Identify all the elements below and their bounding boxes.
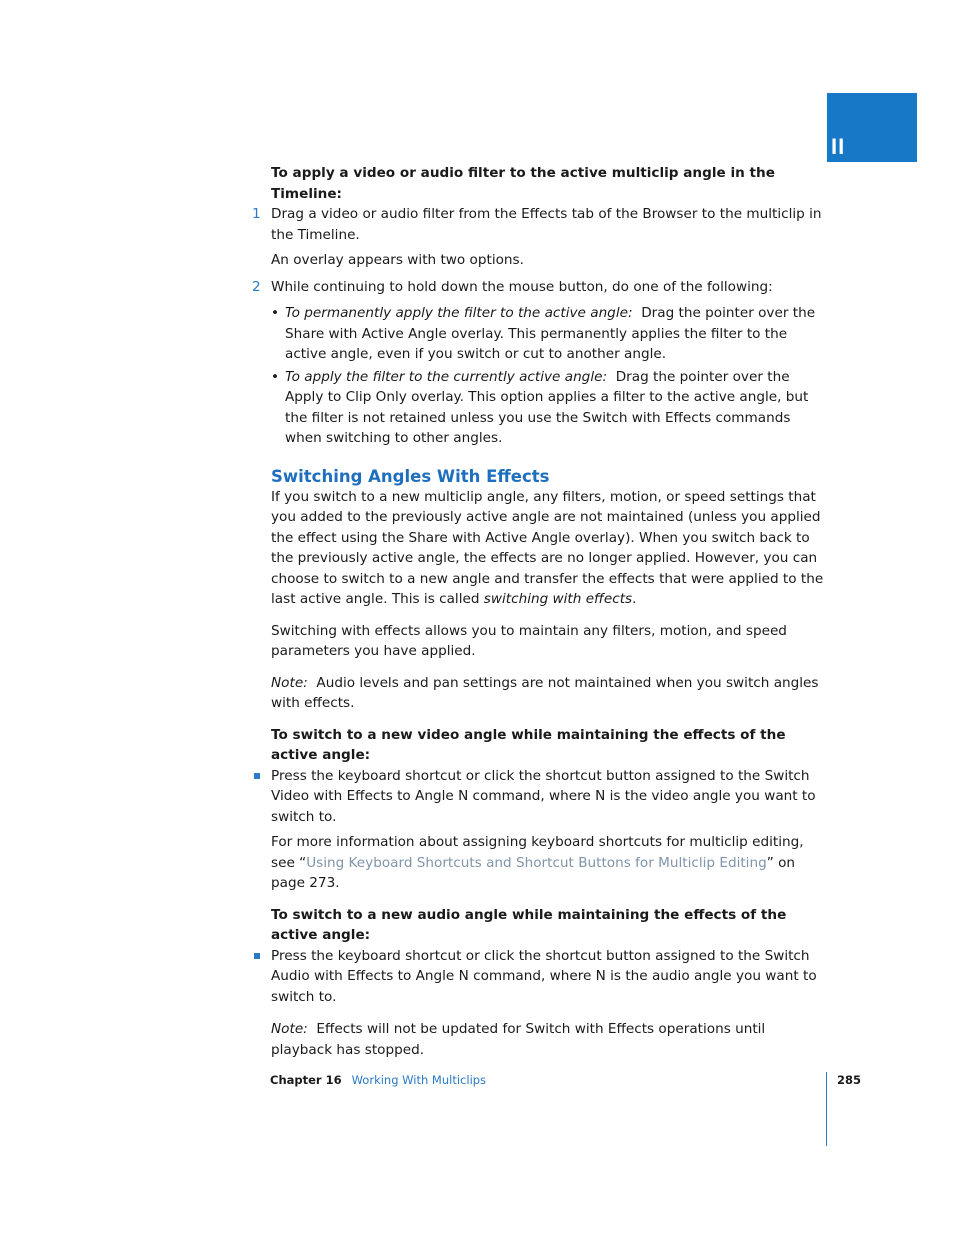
cross-reference-prefix: For more information about assigning keyboard shortcuts for multiclip editing, see “ [271, 834, 804, 871]
part-tab-label: II [831, 134, 846, 159]
list-item-text: Press the keyboard shortcut or click the shortcut button assigned to the Switch Video with Effects to Angle N command, where N is the video angle you want to switch to. [271, 767, 816, 825]
chapter-title-link[interactable]: Working With Multiclips [351, 1073, 487, 1087]
cross-reference-link[interactable]: Using Keyboard Shortcuts and Shortcut Buttons for Multiclip Editing [306, 854, 767, 871]
cross-reference [271, 832, 827, 894]
step-text: While continuing to hold down the mouse button, do one of the following: [271, 278, 773, 295]
note-text: Audio levels and pan settings are not maintained when you switch angles with effects. [271, 674, 819, 711]
note-paragraph [271, 1019, 827, 1060]
paragraph-text: If you switch to a new multiclip angle, any filters, motion, or speed settings that you added to the previously active angle are not maintained (unless you applied the effect using the Share with Active Angle overlay). When you switch back to the previously active angle, the effects are no longer applied. However, you can choose to switch to a new angle and transfer the effects that were applied to the last active angle. This is called [271, 488, 824, 607]
note-paragraph [271, 673, 827, 714]
footer-divider [826, 1072, 827, 1146]
list-item [271, 946, 827, 1008]
body-paragraph: Switching with effects allows you to maintain any filters, motion, and speed parameters you have applied. [271, 622, 787, 659]
bullet-lead: To apply the filter to the currently active angle: [285, 368, 608, 385]
procedure-heading: To apply a video or audio filter to the active multiclip angle in the Timeline: [271, 165, 775, 202]
page-content [252, 163, 827, 1060]
square-bullet-icon [254, 773, 260, 779]
bullet-lead: To permanently apply the filter to the active angle: [285, 305, 633, 321]
bullet-text: Drag the pointer over the Share with Active Angle overlay. This permanently applies the filter to the active angle, even if you switch or cut to another angle. [285, 305, 816, 362]
paragraph-end: . [632, 591, 637, 607]
bullet-item: • To apply the filter to the currently active angle: Drag the pointer over the Apply to Clip Only overlay. This option applies a filter to the active angle, but the filter is not retained unless you use the Switch with Effects commands when switching to other angles. [271, 368, 809, 446]
step-number: 2 [252, 278, 261, 295]
chapter-label: Chapter 16 [270, 1073, 342, 1087]
list-item-text: Press the keyboard shortcut or click the shortcut button assigned to the Switch Audio with Effects to Angle N command, where N is the audio angle you want to switch to. [271, 947, 817, 1005]
body-paragraph [271, 487, 827, 610]
part-tab [827, 93, 917, 162]
page-number: 285 [837, 1073, 862, 1087]
step-number: 1 [252, 206, 261, 222]
note-label: Note: [271, 674, 308, 691]
bullet-text: Drag the pointer over the Apply to Clip Only overlay. This option applies a filter to the active angle, but the filter is not retained unless you use the Switch with Effects commands when switching to other angles. [285, 368, 809, 446]
footer-chapter [270, 1073, 486, 1087]
step-2 [252, 277, 827, 298]
section-title: Switching Angles With Effects [271, 466, 550, 486]
cross-reference-suffix: ” on page 273. [271, 854, 795, 891]
step-result: An overlay appears with two options. [271, 252, 524, 268]
step-1 [252, 204, 827, 245]
procedure-heading: To switch to a new audio angle while maintaining the effects of the active angle: [271, 906, 787, 943]
defined-term: switching with effects [483, 591, 633, 607]
note-text: Effects will not be updated for Switch with Effects operations until playback has stopped. [271, 1021, 766, 1058]
procedure-heading: To switch to a new video angle while maintaining the effects of the active angle: [271, 726, 786, 763]
list-item [271, 766, 827, 828]
bullet-item: • To permanently apply the filter to the active angle: Drag the pointer over the Share with Active Angle overlay. This permanently applies the filter to the active angle, even if you switch or cut to another angle. [271, 305, 816, 362]
step-text: Drag a video or audio filter from the Effects tab of the Browser to the multiclip in the Timeline. [271, 206, 822, 243]
square-bullet-icon [254, 953, 260, 959]
note-label: Note: [271, 1021, 308, 1037]
